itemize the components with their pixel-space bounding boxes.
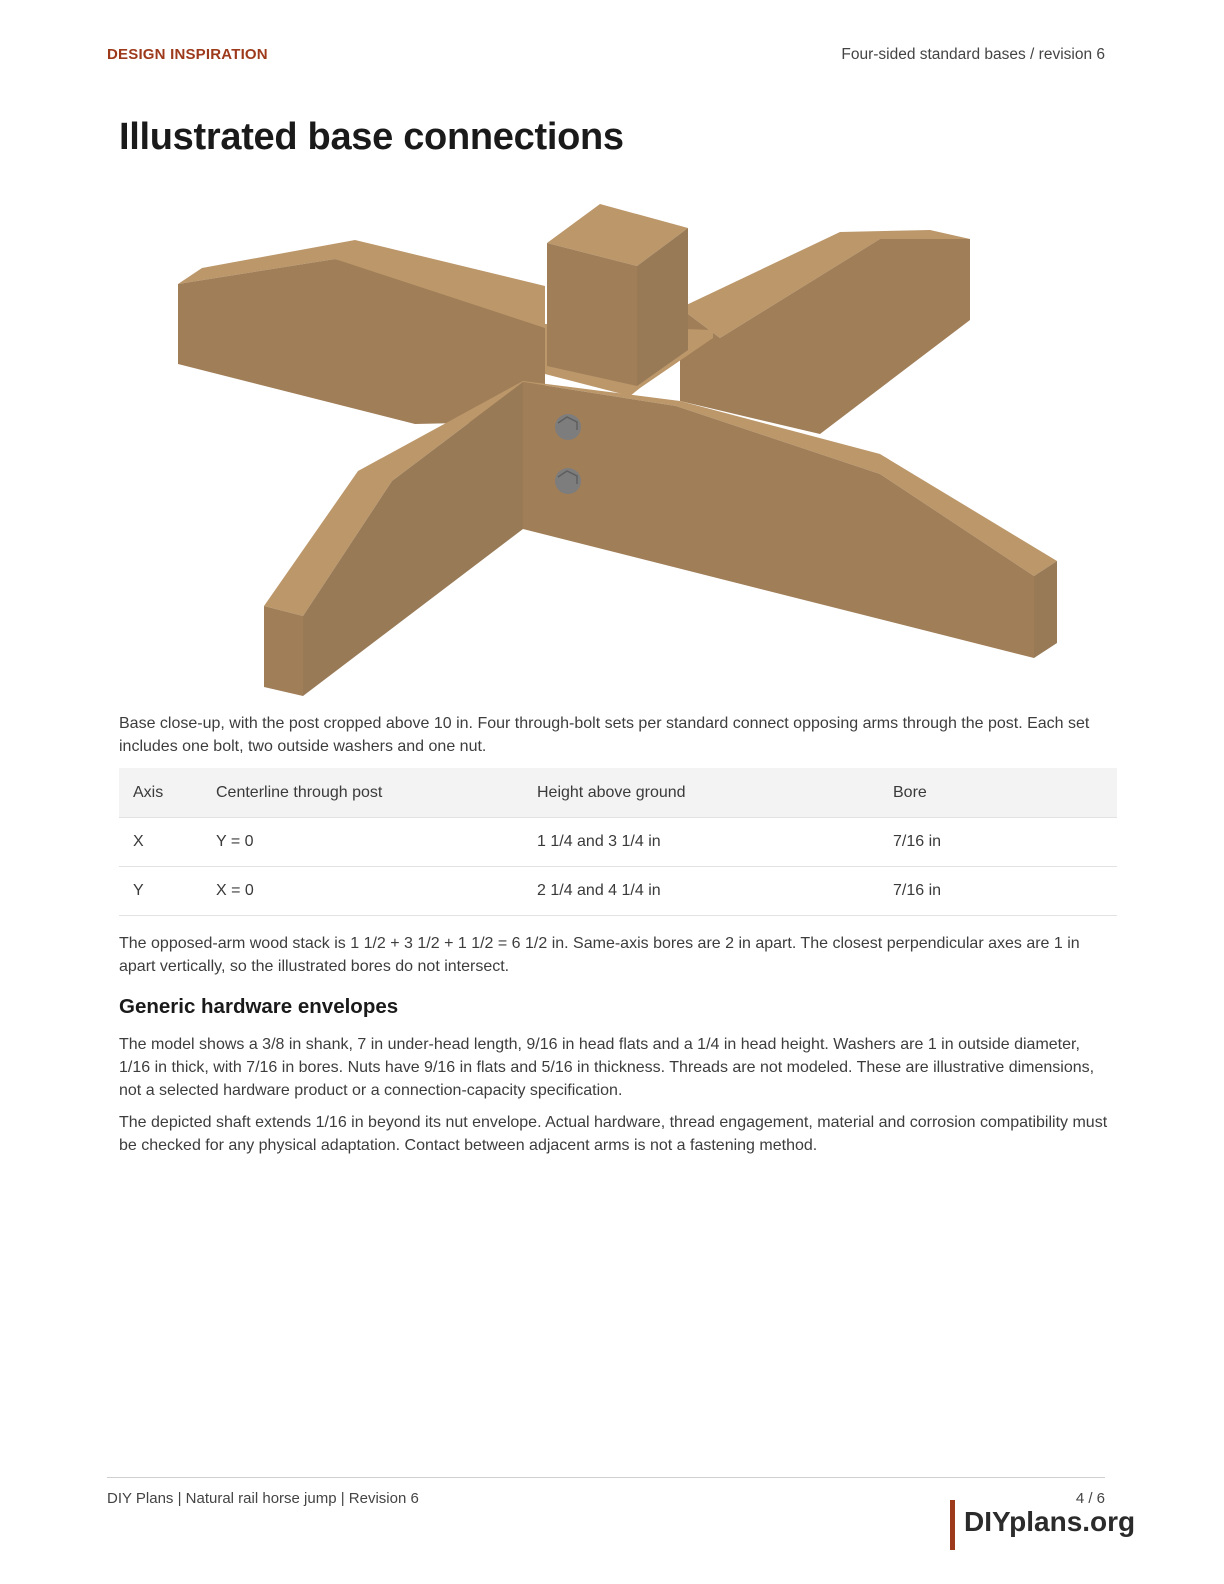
column-header-centerline: Centerline through post: [202, 768, 523, 818]
page-number: 4 / 6: [1075, 1490, 1105, 1507]
table-cell: 7/16 in: [879, 818, 1117, 867]
section-subheading: Generic hardware envelopes: [119, 995, 399, 1018]
front-left-arm-end: [264, 606, 303, 696]
post-front-face: [547, 243, 637, 386]
footer-document-title: DIY Plans | Natural rail horse jump | Revision 6: [107, 1490, 419, 1507]
section-tag: DESIGN INSPIRATION: [107, 46, 268, 63]
brand-accent-bar: [950, 1500, 955, 1550]
base-illustration: [160, 196, 1070, 706]
table-cell: 1 1/4 and 3 1/4 in: [523, 818, 879, 867]
front-right-arm-end: [1034, 561, 1057, 658]
bolt-axis-table: [119, 768, 1117, 916]
column-header-bore: Bore: [879, 768, 1117, 818]
page-title: Illustrated base connections: [119, 116, 624, 158]
table-cell: X: [119, 818, 202, 867]
running-header: [107, 46, 1105, 68]
table-header-row: [119, 768, 1117, 818]
table-cell: Y = 0: [202, 818, 523, 867]
table-cell: Y: [119, 867, 202, 916]
table-cell: 2 1/4 and 4 1/4 in: [523, 867, 879, 916]
brand-wordmark: DIYplans.org: [964, 1506, 1136, 1537]
running-title: Four-sided standard bases / revision 6: [841, 46, 1105, 63]
figure-caption: Base close-up, with the post cropped above 10 in. Four through-bolt sets per standard connect opposing arms through the post. Each set includes one bolt, two outside washers and one nut.: [119, 715, 1090, 755]
paragraph-wood-stack: The opposed-arm wood stack is 1 1/2 + 3 1/2 + 1 1/2 = 6 1/2 in. Same-axis bores are 2 in apart. The closest perpendicular axes are 1 in apart vertically, so the illustrated bores do not intersect.: [119, 935, 1080, 975]
table-cell: 7/16 in: [879, 867, 1117, 916]
table-row: [119, 818, 1117, 867]
paragraph-caution: The depicted shaft extends 1/16 in beyond its nut envelope. Actual hardware, thread engagement, material and corrosion compatibility must be checked for any physical adaptation. Contact between adjacent arms is not a fastening method.: [119, 1114, 1108, 1154]
footer-divider: [107, 1477, 1105, 1478]
column-header-axis: Axis: [119, 768, 202, 818]
column-header-height: Height above ground: [523, 768, 879, 818]
table-cell: X = 0: [202, 867, 523, 916]
table-row: [119, 867, 1117, 916]
paragraph-hardware: The model shows a 3/8 in shank, 7 in under-head length, 9/16 in head flats and a 1/4 in head height. Washers are 1 in outside diameter, 1/16 in thick, with 7/16 in bores. Nuts have 9/16 in flats and 5/16 in thickness. Threads are not modeled. These are illustrative dimensions, not a selected hardware product or a connection-capacity specification.: [119, 1036, 1095, 1099]
